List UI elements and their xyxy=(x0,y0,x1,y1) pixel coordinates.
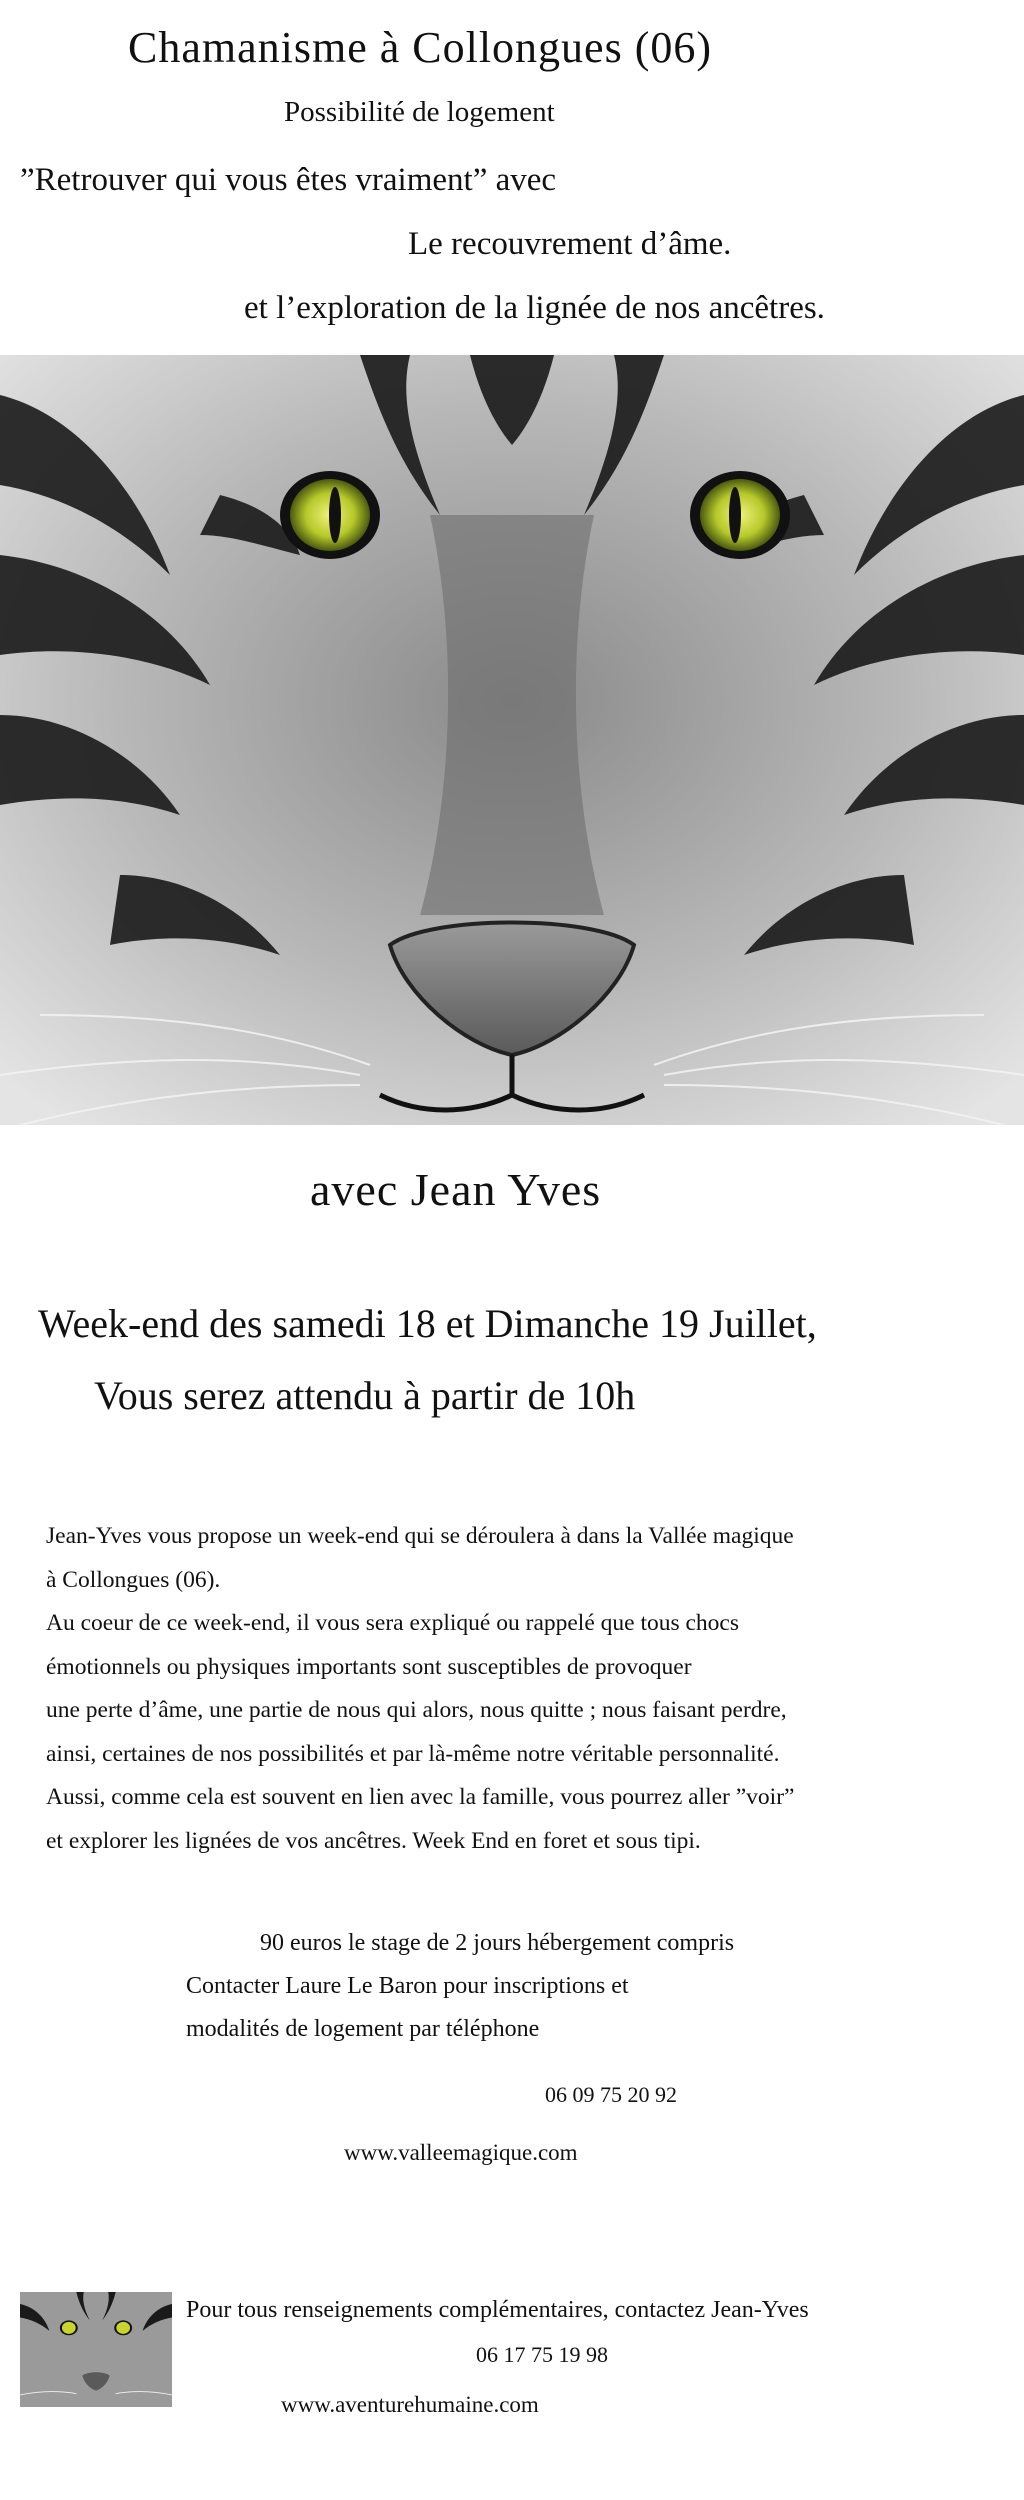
description-line: émotionnels ou physiques importants sont susceptibles de provoquer xyxy=(46,1653,692,1680)
description-line: Au coeur de ce week-end, il vous sera expliqué ou rappelé que tous chocs xyxy=(46,1610,739,1636)
tagline-line-1: ”Retrouver qui vous êtes vraiment” avec xyxy=(20,162,557,198)
contact-phone[interactable]: 06 09 75 20 92 xyxy=(545,2082,677,2107)
page-title: Chamanisme à Collongues (06) xyxy=(128,23,713,72)
presenter-name: avec Jean Yves xyxy=(310,1164,602,1215)
description-line: Aussi, comme cela est souvent en lien avec la famille, vous pourrez aller ”voir” xyxy=(46,1784,795,1810)
tagline-line-2: Le recouvrement d’âme. xyxy=(408,226,732,262)
description-line: ainsi, certaines de nos possibilités et par là-même notre véritable personnalité. xyxy=(46,1740,780,1767)
price-info: 90 euros le stage de 2 jours hébergement compris xyxy=(260,1930,735,1956)
subtitle: Possibilité de logement xyxy=(284,96,555,128)
description-line: une perte d’âme, une partie de nous qui alors, nous quitte ; nous faisant perdre, xyxy=(46,1697,787,1723)
tiger-hero-image xyxy=(0,355,1024,1125)
event-dates: Week-end des samedi 18 et Dimanche 19 Juillet, xyxy=(38,1301,817,1346)
contact-line-1: Contacter Laure Le Baron pour inscriptions et xyxy=(186,1973,629,1999)
footer-info: Pour tous renseignements complémentaires, contactez Jean-Yves xyxy=(186,2297,809,2323)
description-line: et explorer les lignées de vos ancêtres. Week End en foret et sous tipi. xyxy=(46,1827,701,1854)
tagline-line-3: et l’exploration de la lignée de nos ancêtres. xyxy=(244,290,825,326)
contact-line-2: modalités de logement par téléphone xyxy=(186,2016,540,2042)
tiger-thumbnail xyxy=(20,2292,172,2407)
footer-phone[interactable]: 06 17 75 19 98 xyxy=(476,2342,608,2367)
footer-website-link[interactable]: www.aventurehumaine.com xyxy=(281,2392,539,2417)
event-start-time: Vous serez attendu à partir de 10h xyxy=(94,1373,636,1418)
tiger-face-icon xyxy=(0,355,1024,1125)
description-line: Jean-Yves vous propose un week-end qui se déroulera à dans la Vallée magique xyxy=(46,1523,794,1549)
tiger-face-icon xyxy=(20,2292,172,2407)
website-link[interactable]: www.valleemagique.com xyxy=(344,2140,578,2165)
description-line: à Collongues (06). xyxy=(46,1566,221,1593)
description-paragraph xyxy=(46,1515,1006,1863)
